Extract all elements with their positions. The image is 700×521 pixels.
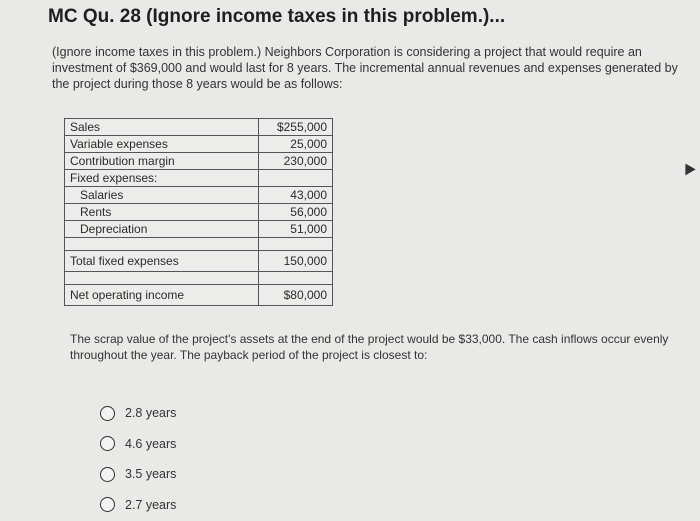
question-text: The scrap value of the project's assets at the end of the project would be $33,000. The cash inflows occur evenly throughout the year. The payback period of the project is closest to:	[70, 332, 669, 362]
mouse-cursor-icon	[680, 161, 695, 176]
answer-label: 2.8 years	[125, 406, 177, 421]
row-value-fixed-expenses	[259, 170, 333, 187]
table-row	[65, 204, 333, 221]
row-label-depreciation: Depreciation	[65, 221, 259, 238]
table-row	[65, 221, 333, 238]
spacer-cell	[65, 272, 259, 285]
row-label-contribution-margin: Contribution margin	[65, 153, 259, 170]
answer-option-4[interactable]	[100, 490, 176, 521]
answer-option-3[interactable]	[100, 459, 176, 490]
spacer-cell	[259, 238, 333, 251]
row-label-total-fixed-expenses: Total fixed expenses	[65, 251, 259, 272]
table-row	[65, 251, 333, 272]
spacer-cell	[65, 238, 259, 251]
row-value-salaries: 43,000	[259, 187, 333, 204]
row-label-rents: Rents	[65, 204, 259, 221]
radio-button[interactable]	[100, 467, 115, 482]
row-value-rents: 56,000	[259, 204, 333, 221]
answer-option-2[interactable]	[100, 429, 176, 460]
answer-label: 4.6 years	[125, 436, 177, 451]
table-row	[65, 187, 333, 204]
row-value-total-fixed-expenses: 150,000	[259, 251, 333, 272]
radio-button[interactable]	[100, 436, 115, 451]
row-label-net-operating-income: Net operating income	[65, 285, 259, 306]
row-label-variable-expenses: Variable expenses	[65, 136, 259, 153]
answer-option-1[interactable]	[100, 398, 176, 429]
row-value-sales: $255,000	[259, 119, 333, 136]
spacer-cell	[259, 272, 333, 285]
table-row	[65, 136, 333, 153]
answer-options	[100, 398, 176, 520]
row-value-variable-expenses: 25,000	[259, 136, 333, 153]
row-label-sales: Sales	[65, 119, 259, 136]
answer-label: 2.7 years	[125, 497, 177, 512]
table-spacer-row	[65, 272, 333, 285]
row-value-depreciation: 51,000	[259, 221, 333, 238]
row-value-contribution-margin: 230,000	[259, 153, 333, 170]
table-row	[65, 153, 333, 170]
problem-intro: (Ignore income taxes in this problem.) Neighbors Corporation is considering a project that would require an investment of $369,000 and would last for 8 years. The incremental annual revenues and expenses generated by the project during those 8 years would be as follows:	[52, 45, 678, 91]
radio-button[interactable]	[100, 406, 115, 421]
table-row	[65, 119, 333, 136]
financial-table	[64, 118, 333, 306]
radio-button[interactable]	[100, 497, 115, 512]
row-label-fixed-expenses: Fixed expenses:	[65, 170, 259, 187]
row-value-net-operating-income: $80,000	[259, 285, 333, 306]
answer-label: 3.5 years	[125, 467, 177, 482]
table-spacer-row	[65, 238, 333, 251]
table-row	[65, 285, 333, 306]
question-title: MC Qu. 28 (Ignore income taxes in this problem.)...	[48, 6, 506, 27]
table-row	[65, 170, 333, 187]
row-label-salaries: Salaries	[65, 187, 259, 204]
